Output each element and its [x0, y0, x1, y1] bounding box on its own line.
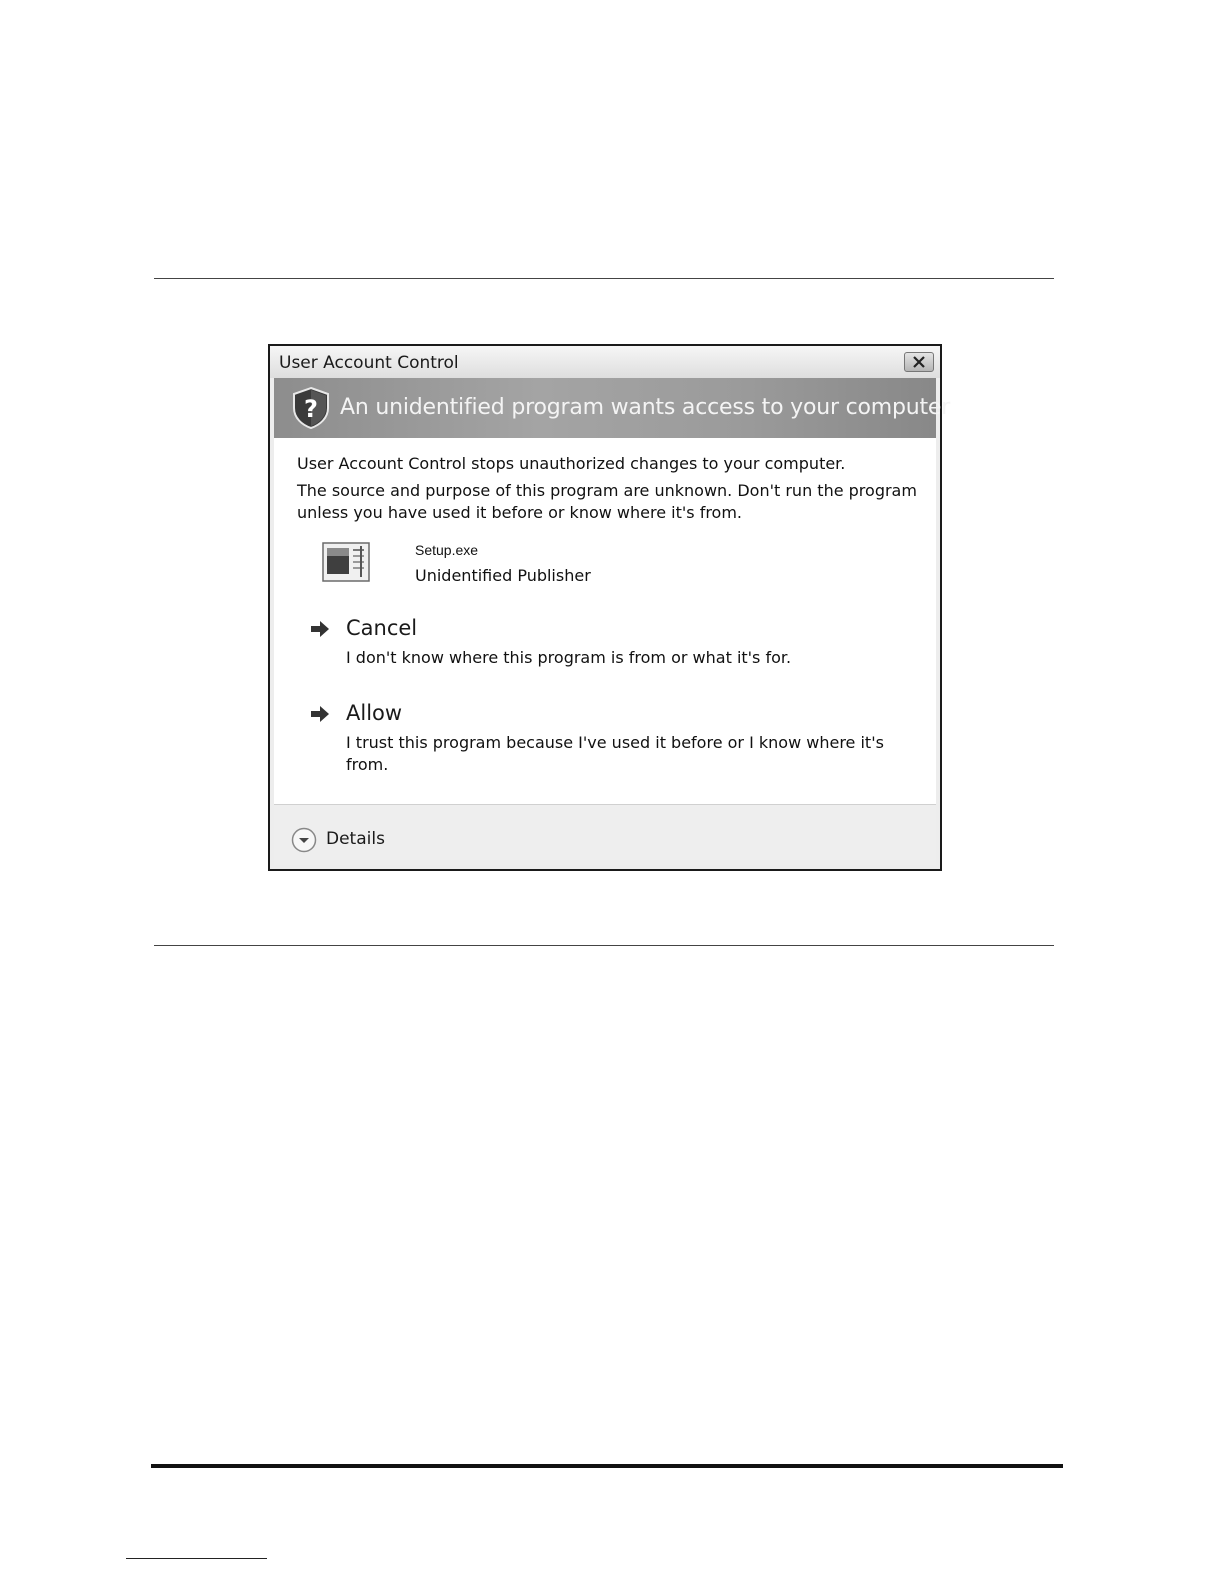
horizontal-rule-bottom [154, 945, 1054, 946]
program-publisher: Unidentified Publisher [415, 566, 591, 585]
warning-text: The source and purpose of this program are unknown. Don't run the program unless you have used it before or know where it's from. [297, 481, 917, 522]
title-bar [270, 346, 940, 378]
horizontal-rule-top [154, 278, 1054, 279]
cancel-label: Cancel [346, 616, 418, 640]
allow-description: I trust this program because I've used it before or I know where it's from. [346, 733, 884, 774]
dialog-title: User Account Control [279, 353, 459, 373]
close-icon [912, 356, 926, 368]
warning-banner [274, 378, 951, 438]
cancel-option[interactable] [308, 616, 898, 676]
program-name: Setup.exe [415, 542, 479, 558]
cancel-description: I don't know where this program is from or what it's for. [346, 648, 792, 667]
svg-text:?: ? [304, 395, 318, 423]
uac-dialog [268, 344, 951, 871]
details-button[interactable] [291, 825, 411, 853]
close-button[interactable] [904, 352, 934, 372]
footnote-separator [126, 1558, 267, 1559]
program-icon [322, 542, 370, 582]
dialog-footer [274, 804, 936, 865]
allow-label: Allow [346, 701, 403, 725]
arrow-right-icon [308, 618, 332, 640]
banner-heading: An unidentified program wants access to your computer [340, 395, 951, 420]
allow-option[interactable] [308, 701, 898, 781]
chevron-down-icon [291, 827, 317, 853]
page-footer-rule [151, 1464, 1063, 1468]
details-label: Details [326, 829, 385, 849]
intro-text: User Account Control stops unauthorized changes to your computer. [297, 454, 846, 473]
shield-question-icon [291, 386, 331, 430]
arrow-right-icon [308, 703, 332, 725]
dialog-content [274, 438, 936, 804]
